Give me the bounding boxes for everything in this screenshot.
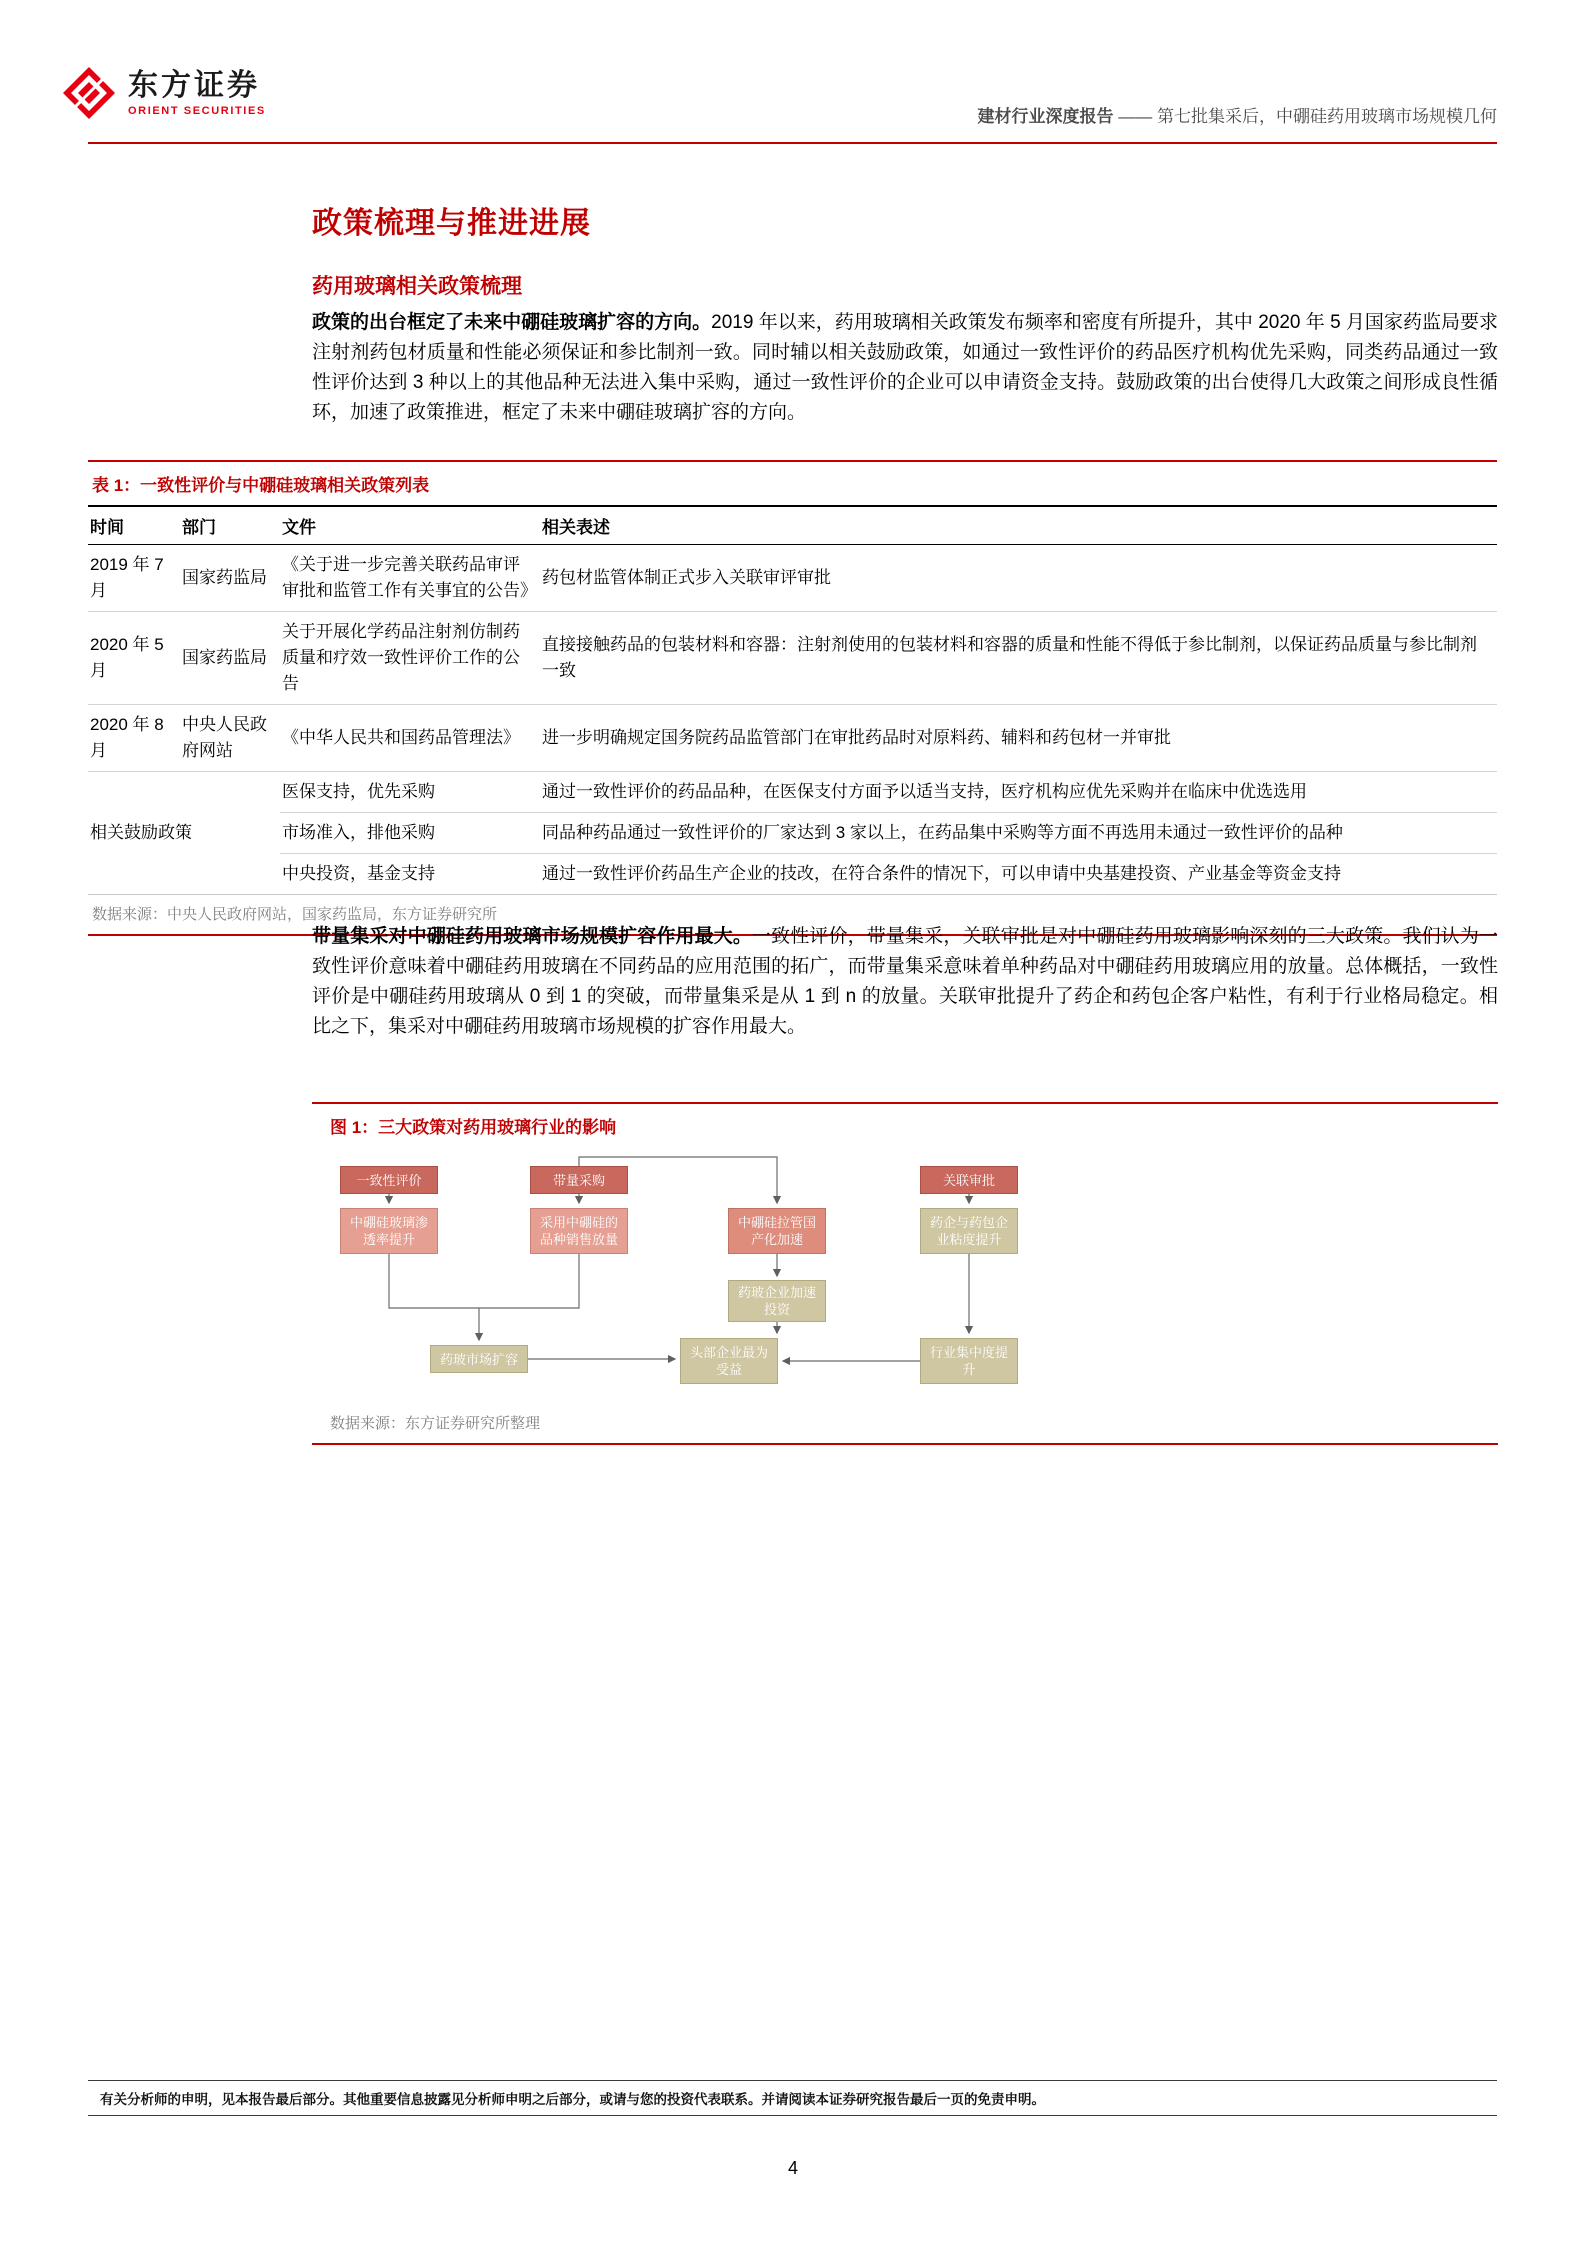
table-row <box>88 612 1497 705</box>
cell-doc: 医保支持，优先采购 <box>280 772 540 813</box>
paragraph-policy-overview <box>312 308 1498 428</box>
paragraph-lead: 政策的出台框定了未来中硼硅玻璃扩容的方向。 <box>312 312 712 333</box>
cell-doc: 市场准入，排他采购 <box>280 813 540 854</box>
flow-node-volume-procurement: 带量采购 <box>530 1166 628 1194</box>
footer-disclaimer-strip <box>88 2080 1497 2116</box>
header-time: 时间 <box>88 506 180 545</box>
header-divider <box>88 142 1497 144</box>
brand-logo-icon <box>62 66 116 120</box>
report-header-title <box>978 102 1497 127</box>
flow-node-market-expansion: 药玻市场扩容 <box>430 1345 528 1373</box>
cell-desc: 药包材监管体制正式步入关联审评审批 <box>542 568 831 587</box>
cell-doc: 《中华人民共和国药品管理法》 <box>280 705 540 772</box>
header-dept: 部门 <box>180 506 280 545</box>
table-header-row <box>88 506 1497 545</box>
flow-node-leaders-benefit: 头部企业最为受益 <box>680 1338 778 1384</box>
policy-table <box>88 505 1497 895</box>
paragraph-body: 2019 年以来，药用玻璃相关政策发布频率和密度有所提升，其中 2020 年 5 月国家药监局要求注射剂药包材质量和性能必须保证和参比制剂一致。同时辅以相关鼓励政策，如通过一致性评价的药品医疗机构优先采购，同类药品通过一致性评价达到 3 种以上的其他品种无法进入集中采购，通过一致性评价的企业可以申请资金支持。鼓励政策的出台使得几大政策之间形成良性循环，加速了政策推进，框定了未来中硼硅玻璃扩容的方向。 <box>312 312 1498 423</box>
flow-node-consistency-evaluation: 一致性评价 <box>340 1166 438 1194</box>
table1-source: 数据来源：中央人民政府网站，国家药监局，东方证券研究所 <box>92 906 498 923</box>
table1-title: 表 1：一致性评价与中硼硅玻璃相关政策列表 <box>92 476 430 495</box>
flow-node-industry-concentration: 行业集中度提升 <box>920 1338 1018 1384</box>
cell-dept: 国家药监局 <box>182 568 267 587</box>
flow-node-domestic-substitution: 中硼硅拉管国产化加速 <box>728 1208 826 1254</box>
subsection-title: 药用玻璃相关政策梳理 <box>312 275 522 298</box>
table-row <box>88 705 1497 772</box>
report-type: 建材行业深度报告 <box>977 107 1114 126</box>
table-row <box>88 854 1497 895</box>
cell-desc: 进一步明确规定国务院药品监管部门在审批药品时对原料药、辅料和药包材一并审批 <box>540 705 1497 772</box>
table-row <box>88 813 1497 854</box>
flow-node-linked-review: 关联审批 <box>920 1166 1018 1194</box>
flow-node-variety-sales-volume: 采用中硼硅的品种销售放量 <box>530 1208 628 1254</box>
cell-doc: 中央投资，基金支持 <box>280 854 540 895</box>
flow-node-penetration-increase: 中硼硅玻璃渗透率提升 <box>340 1208 438 1254</box>
cell-doc: 《关于进一步完善关联药品审评审批和监管工作有关事宜的公告》 <box>282 555 537 600</box>
figure1-source: 数据来源：东方证券研究所整理 <box>330 1415 541 1432</box>
paragraph-lead: 带量集采对中硼硅药用玻璃市场规模扩容作用最大。 <box>312 926 753 947</box>
cell-dept: 中央人民政府网站 <box>180 705 280 772</box>
flow-node-customer-stickiness: 药企与药包企业粘度提升 <box>920 1208 1018 1254</box>
cell-doc: 关于开展化学药品注射剂仿制药质量和疗效一致性评价工作的公告 <box>280 612 540 705</box>
cell-group-label: 相关鼓励政策 <box>88 772 280 895</box>
cell-desc: 直接接触药品的包装材料和容器：注射剂使用的包装材料和容器的质量和性能不得低于参比制剂，以保证药品质量与参比制剂一致 <box>540 612 1497 705</box>
flow-node-glass-firms-investment: 药玻企业加速投资 <box>728 1280 826 1322</box>
brand-name-en: ORIENT SECURITIES <box>128 104 266 117</box>
table-row <box>88 772 1497 813</box>
table1-block <box>88 460 1497 936</box>
cell-dept: 国家药监局 <box>180 612 280 705</box>
figure1-bottom-rule <box>312 1443 1498 1445</box>
cell-desc: 同品种药品通过一致性评价的厂家达到 3 家以上，在药品集中采购等方面不再选用未通过一致性评价的品种 <box>540 813 1497 854</box>
brand-name-cn: 东方证券 <box>128 68 260 102</box>
figure1-title: 图 1：三大政策对药用玻璃行业的影响 <box>330 1118 617 1137</box>
cell-desc: 通过一致性评价的药品品种，在医保支付方面予以适当支持，医疗机构应优先采购并在临床中优选选用 <box>540 772 1497 813</box>
figure1-block <box>312 1102 1498 1445</box>
brand-logo <box>62 66 266 120</box>
figure1-flowchart <box>312 1150 1498 1402</box>
cell-desc: 通过一致性评价药品生产企业的技改，在符合条件的情况下，可以申请中央基建投资、产业基金等资金支持 <box>540 854 1497 895</box>
cell-time: 2020 年 5 月 <box>88 612 180 705</box>
footer-disclaimer-text: 有关分析师的申明，见本报告最后部分。其他重要信息披露见分析师申明之后部分，或请与您的投资代表联系。并请阅读本证券研究报告最后一页的免责申明。 <box>100 2092 1045 2107</box>
section-title: 政策梳理与推进进展 <box>312 207 591 240</box>
cell-time: 2019 年 7 月 <box>90 555 164 600</box>
paragraph-body: 一致性评价，带量集采，关联审批是对中硼硅药用玻璃影响深刻的三大政策。我们认为一致性评价意味着中硼硅药用玻璃在不同药品的应用范围的拓广，而带量集采意味着单种药品对中硼硅药用玻璃应用的放量。总体概括，一致性评价是中硼硅药用玻璃从 0 到 1 的突破，而带量集采是从 1 到 n 的放量。关联审批提升了药企和药包企客户粘性，有利于行业格局稳定。相比之下，集采对中硼硅药用玻璃市场规模的扩容作用最大。 <box>312 926 1498 1037</box>
paragraph-procurement-impact <box>312 922 1498 1042</box>
brand-text <box>128 70 266 117</box>
header-desc: 相关表述 <box>540 506 1497 545</box>
table-row <box>88 545 1497 612</box>
header-doc: 文件 <box>280 506 540 545</box>
cell-time: 2020 年 8 月 <box>88 705 180 772</box>
page-number: 4 <box>787 2158 798 2178</box>
report-subtitle: —— 第七批集采后，中硼硅药用玻璃市场规模几何 <box>1113 107 1497 126</box>
